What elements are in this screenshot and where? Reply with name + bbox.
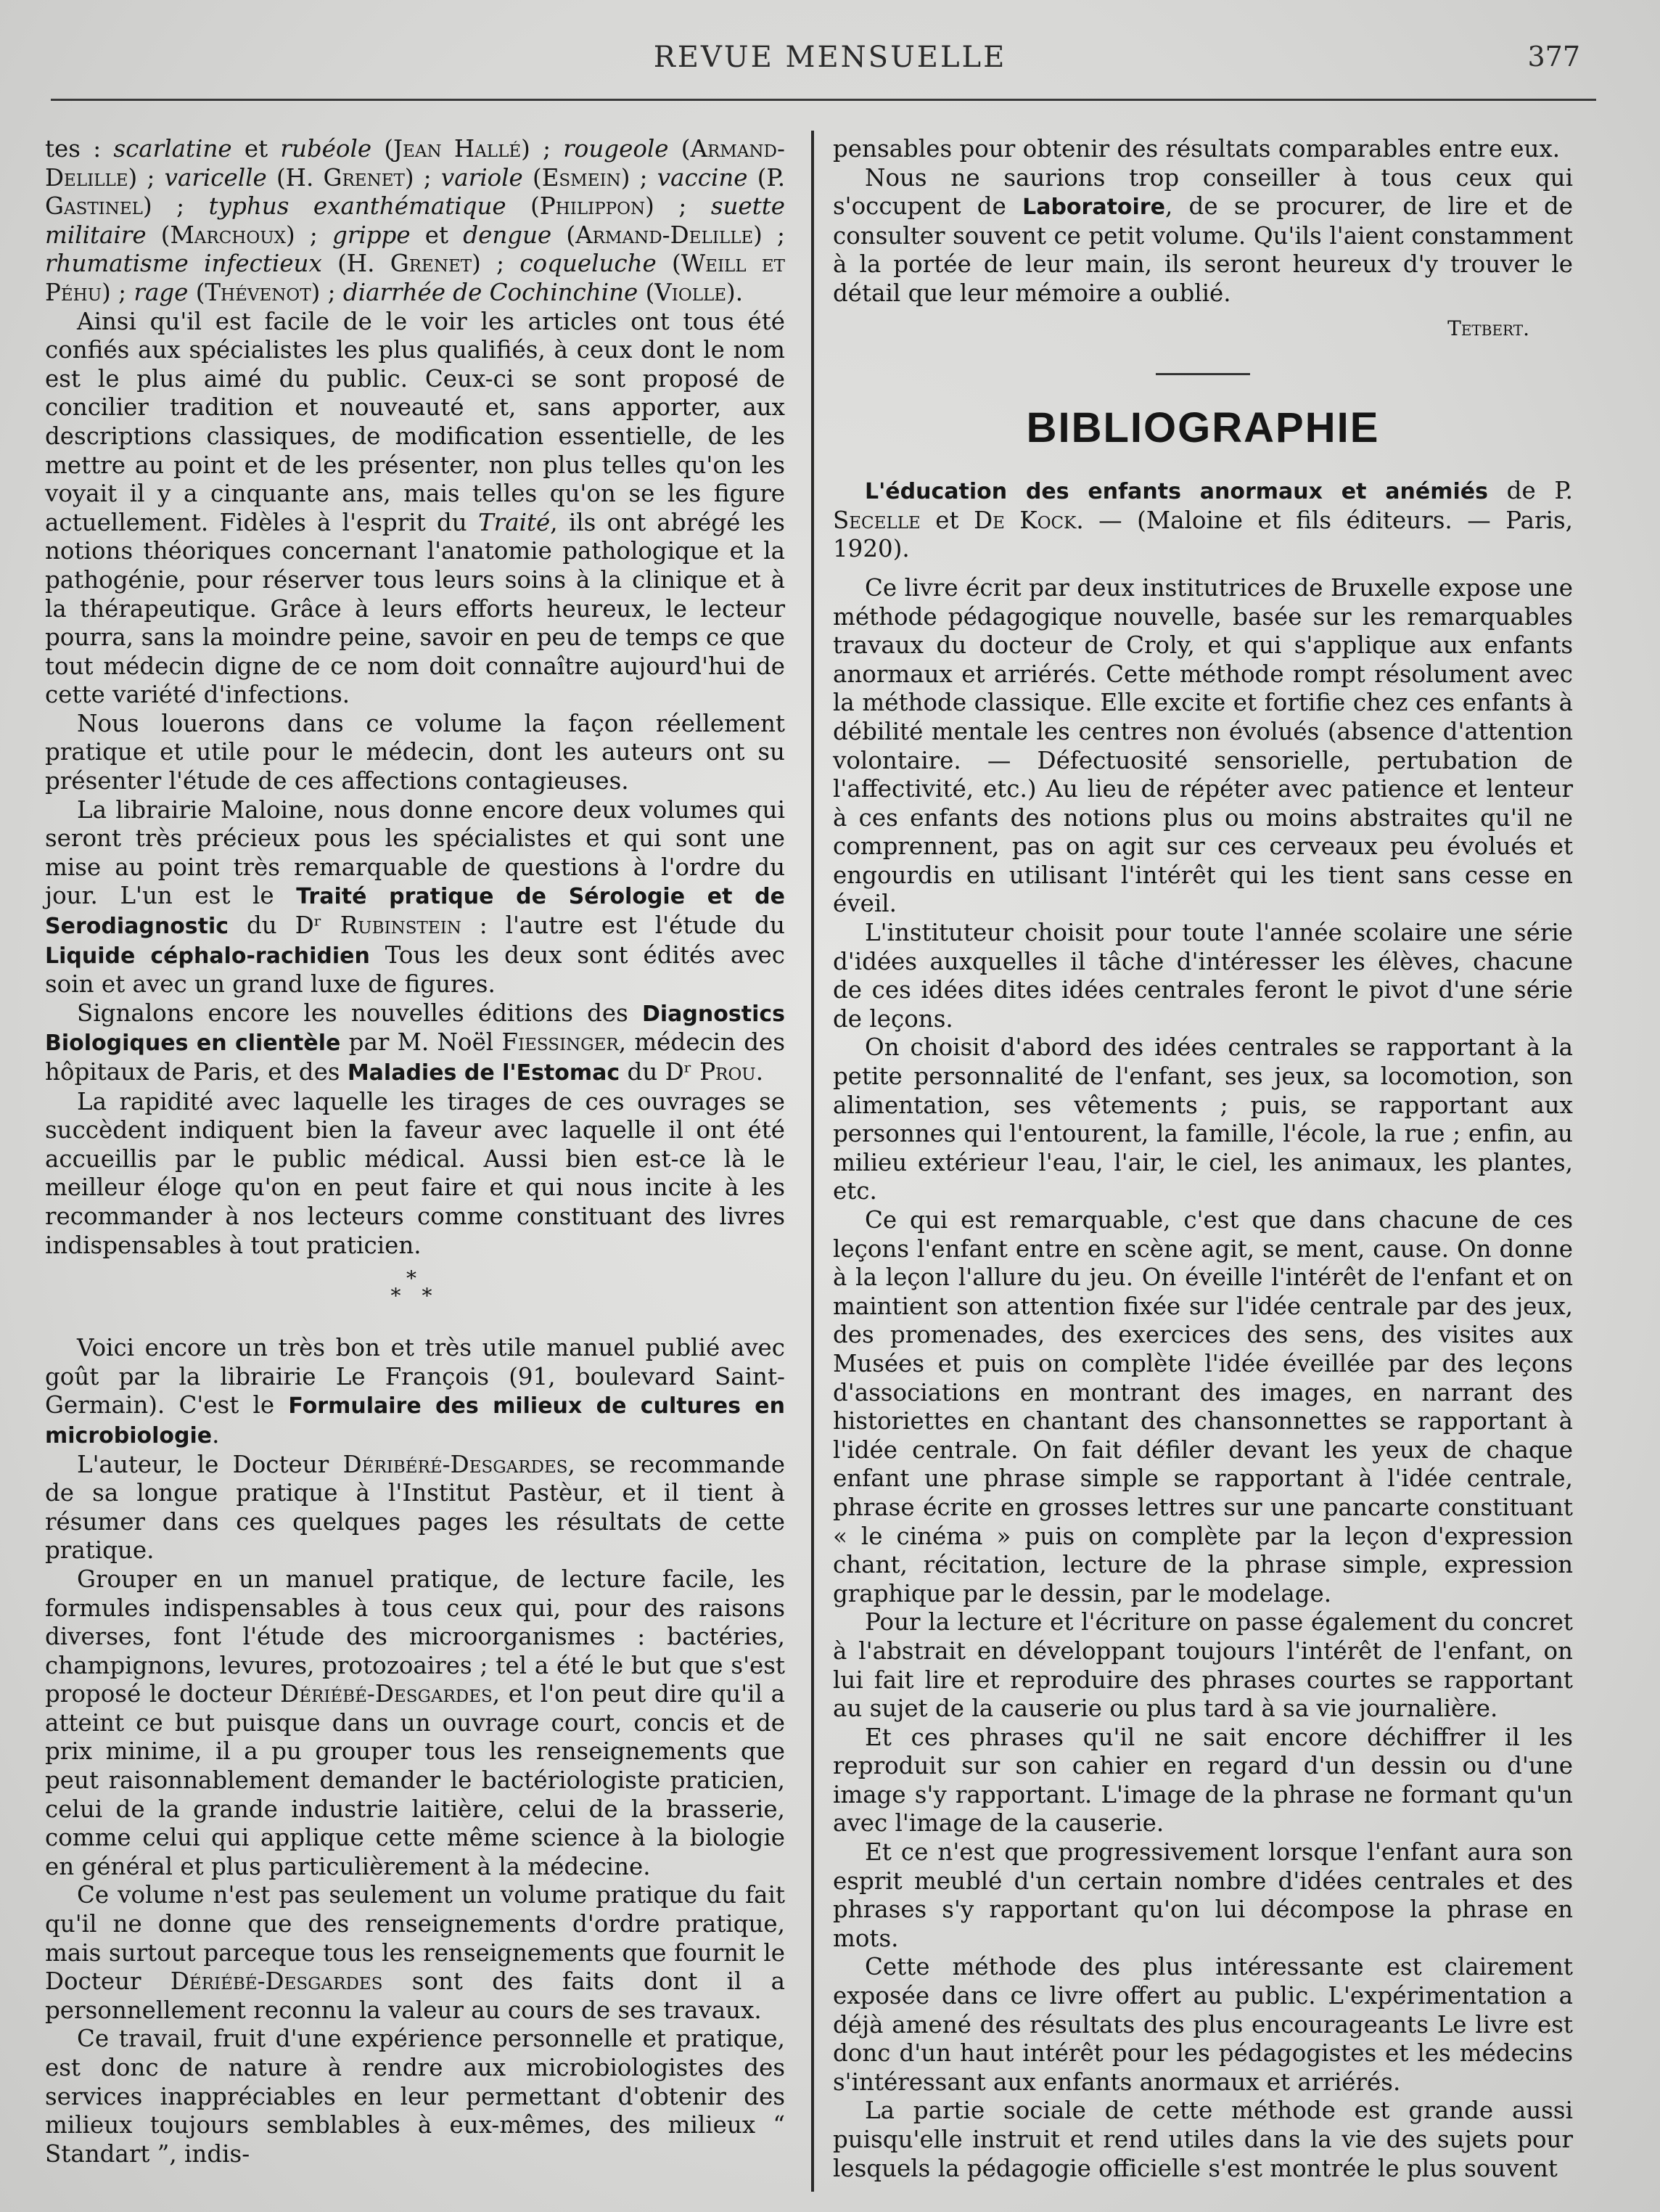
column-divider bbox=[811, 131, 814, 2192]
left-column bbox=[45, 135, 785, 2168]
review-signature: Tetbert. bbox=[1447, 316, 1529, 340]
paragraph-practical-volume: Ce volume n'est pas seulement un volume pratique du fait qu'il ne donne que des renseignements d'ordre pratique, mais surtout parceque tous les renseignements que fournit le Docteur Dériébé-Desgardes sont des faits dont il a personnellement reconnu la valeur au cours de ses travaux. bbox=[45, 1881, 785, 2024]
paragraph-lesson-method: Ce qui est remarquable, c'est que dans chacune de ces leçons l'enfant entre en scène agit, se ment, cause. On donne à la leçon l'allure du jeu. On éveille l'intérêt de l'enfant et on maintient son attention fixée sur l'idée centrale par des jeux, des promenades, des exercices des sens, des visites aux Musées et puis on complète l'idée éveillée par des leçons d'associations en montrant des images, en narrant des historiettes en chantant des chansonnettes se rapportant à l'idée centrale. On fait défiler devant les yeux de chaque enfant une phrase simple se rapportant à l'idée centrale, phrase écrite en grosses lettres sur une pancarte constituant « le cinéma » puis on complète par la leçon d'expression chant, récitation, lecture de la phrase simple, expression graphique par le dessin, par le modelage. bbox=[833, 1206, 1573, 1607]
bibliography-entry: L'éducation des enfants anormaux et anémiés de P. Secelle et De Kock. — (Maloine et fils éditeurs. — Paris, 1920). bbox=[833, 477, 1574, 563]
running-header: REVUE MENSUELLE bbox=[653, 41, 1007, 74]
paragraph-central-ideas: On choisit d'abord des idées centrales se rapportant à la petite personnalité de l'enfant, ses jeux, sa locomotion, son alimentation, ses vêtements ; puis, se rapportant aux personnes qui l'entourent, la famille, l'école, la rue ; enfin, au milieu extérieur l'eau, l'air, le ciel, les animaux, les plantes, etc. bbox=[833, 1033, 1573, 1205]
paragraph-work-value: Ce travail, fruit d'une expérience personnelle et pratique, est donc de nature à rendre aux microbiologistes des services inappréciables en leur permettant d'obtenir des milieux toujours semblables à eux-mêmes, des milieux “ Standart ”, indis- bbox=[45, 2025, 785, 2168]
paragraph-continuation: pensables pour obtenir des résultats comparables entre eux. bbox=[833, 135, 1561, 163]
paragraph-teacher-ideas: L'instituteur choisit pour toute l'année scolaire une série d'idées auxquelles il tâche d'intéresser les élèves, chacune de ces idées dites idées centrales feront le pivot d'une série de leçons. bbox=[833, 919, 1573, 1033]
paragraph-maloine-volumes: La librairie Maloine, nous donne encore deux volumes qui seront très précieux pous les spécialistes et qui sont une mise au point très remarquable de questions à l'ordre du jour. L'un est le Traité pratique de Sérologie et de Serodiagnostic du Dʳ Rubinstein : l'autre est l'étude du Liquide céphalo-rachidien Tous les deux sont édités avec soin et avec un grand luxe de figures. bbox=[45, 795, 785, 999]
disease-list-paragraph: tes : scarlatine et rubéole (Jean Hallé) ; rougeole (Armand-Delille) ; varicelle (H. Grenet) ; variole (Esmein) ; vaccine (P. Gastinel) ; typhus exanthématique (Philippon) ; suette militaire (Marchoux) ; grippe et dengue (Armand-Delille) ; rhumatisme infectieux (H. Grenet) ; coqueluche (Weill et Péhu) ; rage (Thévenot) ; diarrhée de Cochinchine (Violle). bbox=[45, 135, 786, 306]
paragraph-progression: Et ce n'est que progressivement lorsque l'enfant aura son esprit meublé d'un certain nombre d'idées centrales et des phrases s'y rapportant qu'on lui décompose la phrase en mots. bbox=[833, 1838, 1573, 1952]
paragraph-method-results: Cette méthode des plus intéressante est clairement exposée dans ce livre offert au public. L'expérimentation a déjà amené des résultats des plus encourageants Le livre est donc d'un haut intérêt pour les pédagogistes et les médecins s'intéressant aux enfants anormaux et arriérés. bbox=[833, 1953, 1573, 2096]
paragraph-phrases: Et ces phrases qu'il ne sait encore déchiffrer il les reproduit sur son cahier en regard d'un dessin ou d'une image s'y rapportant. L'image de la phrase ne formant qu'un avec l'image de la causerie. bbox=[833, 1723, 1573, 1838]
paragraph-recommendation: Nous ne saurions trop conseiller à tous ceux qui s'occupent de Laboratoire, de se procurer, de lire et de consulter souvent ce petit volume. Qu'ils l'aient constamment à la portée de leur main, ils seront heureux d'y trouver le détail que leur mémoire a oublié. bbox=[833, 163, 1573, 307]
section-rule bbox=[1156, 373, 1250, 375]
paragraph-manual-purpose: Grouper en un manuel pratique, de lecture facile, les formules indispensables à tous ceux qui, pour des raisons diverses, font l'étude des microorganismes : bactéries, champignons, levures, protozoaires ; tel a été le but que s'est proposé le docteur Dériébé-Desgardes, et l'on peut dire qu'il a atteint ce but puisque dans un ouvrage court, concis et de prix minime, il a pu grouper tous les renseignements que peut raisonnablement demander le bactériologiste praticien, celui de la grande industrie laitière, celui de la brasserie, comme celui qui applique cette même science à la biologie en général et plus particulièrement à la médecine. bbox=[45, 1565, 785, 1880]
bibliography-heading: BIBLIOGRAPHIE bbox=[1026, 404, 1380, 452]
paragraph-print-runs: La rapidité avec laquelle les tirages de ces ouvrages se succèdent indiquent bien la faveur avec laquelle il ont été accueillis par le public médical. Aussi bien est-ce là le meilleur éloge qu'on en peut faire et qui nous incite à les recommander à nos lecteurs comme constituant des livres indispensables à tout praticien. bbox=[45, 1087, 785, 1259]
paragraph-new-editions: Signalons encore les nouvelles éditions des Diagnostics Biologiques en clientèle par M. Noël Fiessinger, médecin des hôpitaux de Paris, et des Maladies de l'Estomac du Dʳ Prou. bbox=[45, 999, 785, 1086]
paragraph-book-overview: Ce livre écrit par deux institutrices de Bruxelle expose une méthode pédagogique nouvelle, basée sur les remarquables travaux du docteur de Croly, et qui s'applique aux enfants anormaux et arriérés. Cette méthode rompt résolument avec la méthode classique. Elle excite et fortifie chez ces enfants à débilité mentale les centres non évolués (absence d'attention volontaire. — Défectuosité sensorielle, pertubation de l'affectivité, etc.) Au lieu de répéter avec patience et lenteur à ces enfants des notions plus ou moins abstraites qu'il ne comprennent, pas on agit sur ces cerveaux peu évolués et engourdis en utilisant l'intérêt qui les tient sans cesse en éveil. bbox=[833, 573, 1573, 918]
paragraph-volume-praise: Nous louerons dans ce volume la façon réellement pratique et utile pour le médecin, dont les auteurs ont su présenter l'étude de ces affections contagieuses. bbox=[45, 709, 785, 795]
paragraph-authors-praise: Ainsi qu'il est facile de le voir les articles ont tous été confiés aux spécialistes les plus qualifiés, à ceux dont le nom est le plus aimé du public. Ceux-ci se sont proposé de concilier tradition et nouveauté et, sans apporter, aux descriptions classiques, de modification essentielle, de les mettre au point et de les présenter, non plus telles qu'on les voyait il y a cinquante ans, mais telles qu'on se les figure actuellement. Fidèles à l'esprit du Traité, ils ont abrégé les notions théoriques concernant l'anatomie pathologique et la pathogénie, pour réserver tous leurs soins à la clinique et à la thérapeutique. Grâce à leurs efforts heureux, le lecteur pourra, sans la moindre peine, savoir en peu de temps ce que tout médecin digne de ce nom doit connaître aujourd'hui de cette variété d'infections. bbox=[45, 307, 785, 709]
paragraph-author-intro: L'auteur, le Docteur Déribéré-Desgardes, se recommande de sa longue pratique à l'Institut Pastèur, et il tient à résumer dans ces quelques pages les résultats de cette pratique. bbox=[45, 1450, 785, 1565]
page-number: 377 bbox=[1527, 41, 1580, 73]
section-separator-asterism: * * * bbox=[390, 1266, 440, 1308]
paragraph-social-part: La partie sociale de cette méthode est grande aussi puisqu'elle instruit et rend utiles dans la vie des sujets pour lesquels la pédagogie officielle s'est montrée le plus souvent bbox=[833, 2097, 1573, 2182]
paragraph-reading-writing: Pour la lecture et l'écriture on passe également du concret à l'abstrait en développant toujours l'intérêt de l'enfant, on lui fait lire et reproduire des phrases courtes se rapportant au sujet de la causerie ou plus tard à sa vie journalière. bbox=[833, 1608, 1573, 1723]
paragraph-formulaire-intro: Voici encore un très bon et très utile manuel publié avec goût par la librairie Le François (91, boulevard Saint-Germain). C'est le Formulaire des milieux de cultures en microbiologie. bbox=[45, 1334, 785, 1449]
right-column bbox=[833, 135, 1573, 2183]
header-rule bbox=[51, 99, 1596, 101]
